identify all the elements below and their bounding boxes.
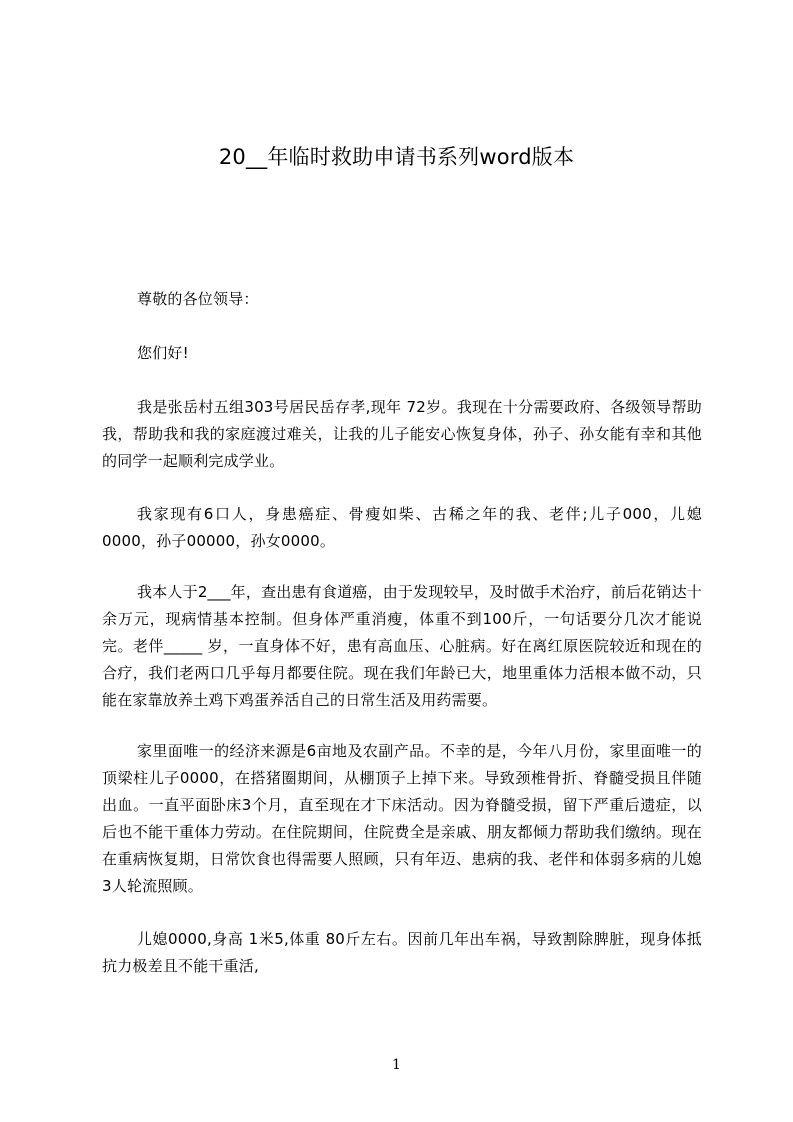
greeting: 您们好! bbox=[137, 344, 189, 362]
paragraph-5: 儿媳0000,身高 1米5,体重 80斤左右。因前几年出车祸，导致割除脾脏，现身体抵抗力极差且不能干重活, bbox=[102, 930, 702, 975]
salutation: 尊敬的各位领导： bbox=[137, 290, 259, 308]
page-number: 1 bbox=[392, 1057, 401, 1073]
paragraph-3: 我本人于2___年，查出患有食道癌，由于发现较早，及时做手术治疗，前后花销达十余万元，现病情基本控制。但身体严重消瘦，体重不到100斤，一句话要分几次才能说完。老伴_____ 岁，一直身体不好，患有高血压、心脏病。好在离红原医院较近和现在的合疗，我们老两口几乎每月都要住院。现在我们年龄已大，地里重体力活根本做不动，只能在家靠放养土鸡下鸡蛋养活自己的日常生活及用药需要。 bbox=[102, 583, 702, 709]
page-title: 20__年临时救助申请书系列word版本 bbox=[218, 145, 575, 169]
paragraph-1: 我是张岳村五组303号居民岳存孝,现年 72岁。我现在十分需要政府、各级领导帮助我，帮助我和我的家庭渡过难关，让我的儿子能安心恢复身体，孙子、孙女能有幸和其他的同学一起顺利完成学业。 bbox=[102, 398, 702, 470]
paragraph-4: 家里面唯一的经济来源是6亩地及农副产品。不幸的是，今年八月份，家里面唯一的顶梁柱儿子0000，在搭猪圈期间，从棚顶子上掉下来。导致颈椎骨折、脊髓受损且伴随出血。一直平面卧床3个月，直至现在才下床活动。因为脊髓受损，留下严重后遗症，以后也不能干重体力劳动。在住院期间，住院费全是亲戚、朋友都倾力帮助我们缴纳。现在在重病恢复期，日常饮食也得需要人照顾，只有年迈、患病的我、老伴和体弱多病的儿媳3人轮流照顾。 bbox=[102, 742, 702, 895]
paragraph-2: 我家现有6口人，身患癌症、骨瘦如柴、古稀之年的我、老伴;儿子000，儿媳0000，孙子00000，孙女0000。 bbox=[102, 505, 702, 550]
